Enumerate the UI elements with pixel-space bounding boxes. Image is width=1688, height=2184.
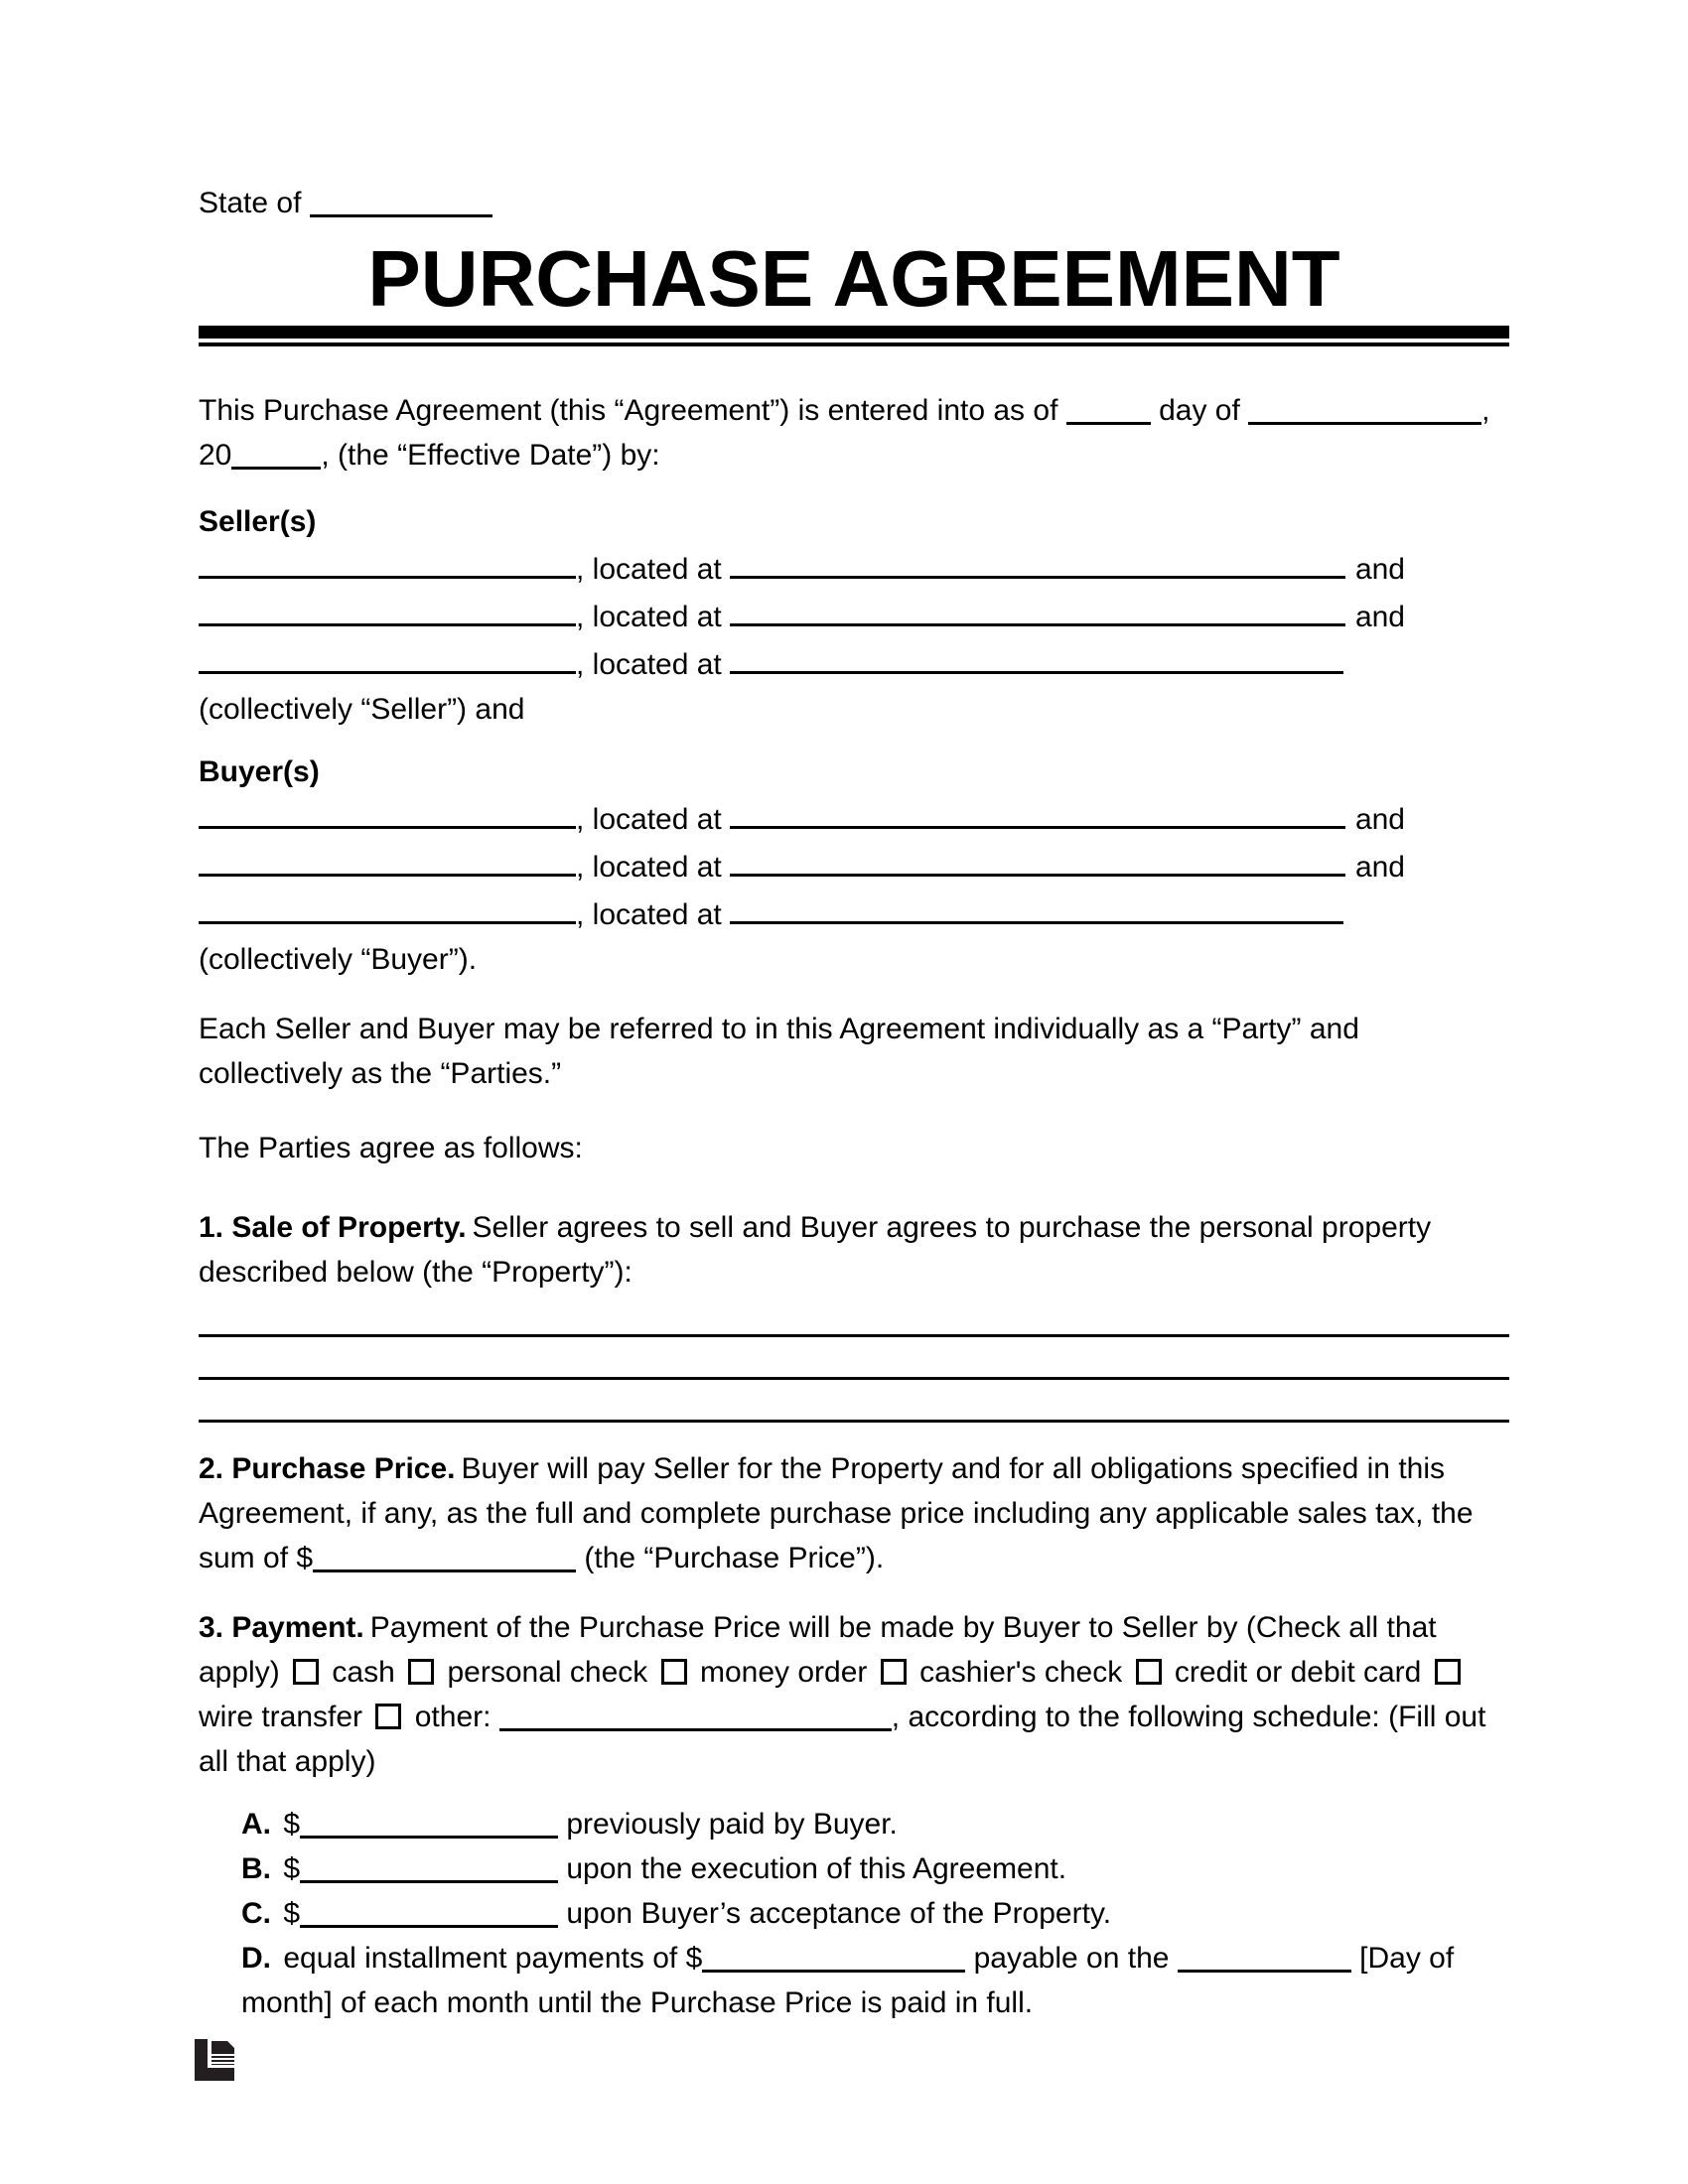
checkbox-cashiers-check[interactable] (881, 1659, 907, 1685)
installment-amount-blank[interactable] (702, 1938, 965, 1973)
located-at-label: , located at (576, 648, 722, 681)
item-letter: B. (241, 1852, 271, 1885)
collectively-seller-text: (collectively “Seller”) and (199, 693, 525, 726)
checkbox-money-order[interactable] (661, 1659, 687, 1685)
payment-option-label: cash (332, 1656, 395, 1689)
property-description-line[interactable] (199, 1380, 1509, 1423)
intro-paragraph (199, 388, 1509, 478)
located-at-label: , located at (576, 898, 722, 931)
payment-section-label: 3. Payment. (199, 1611, 364, 1644)
intro-text: This Purchase Agreement (this “Agreement”) is entered into as of (199, 394, 1058, 427)
item-letter: A. (241, 1808, 271, 1841)
amount-previously-paid-blank[interactable] (300, 1804, 558, 1839)
installment-day-blank[interactable] (1178, 1938, 1351, 1973)
schedule-item-text: [Day of month] of each month until the Purchase Price is paid in full. (241, 1942, 1455, 2019)
schedule-item-a (241, 1802, 1509, 1846)
intro-line-1 (199, 388, 1509, 433)
seller-address-blank[interactable] (730, 639, 1343, 674)
schedule-item-c (241, 1891, 1509, 1936)
intro-text: day of (1159, 394, 1240, 427)
buyer-name-blank[interactable] (199, 794, 576, 829)
buyer-row (199, 889, 1509, 937)
seller-name-blank[interactable] (199, 639, 576, 674)
price-section-body: Buyer will pay Seller for the Property and for all obligations specified in this Agreement, if any, as the full and complete purchase price including any applicable sales tax, the sum of (199, 1452, 1474, 1574)
seller-row (199, 544, 1509, 592)
buyer-name-blank[interactable] (199, 889, 576, 924)
seller-address-blank[interactable] (730, 544, 1345, 579)
schedule-item-b (241, 1846, 1509, 1891)
seller-heading: Seller(s) (199, 505, 317, 538)
buyer-heading: Buyer(s) (199, 755, 320, 788)
and-label: and (1354, 803, 1405, 836)
state-of-label: State of (199, 187, 302, 219)
payment-option-label: other: (414, 1701, 492, 1733)
parties-paragraph: Each Seller and Buyer may be referred to in this Agreement individually as a “Party” and collectively as the “Parties.” (199, 1013, 1359, 1090)
sale-section-body: Seller agrees to sell and Buyer agrees to purchase the personal property described below (the “Property”): (199, 1211, 1432, 1289)
schedule-item-text: upon the execution of this Agreement. (566, 1852, 1067, 1885)
schedule-item-text: upon Buyer’s acceptance of the Property. (566, 1897, 1112, 1930)
and-label: and (1354, 851, 1405, 884)
located-at-label: , located at (576, 803, 722, 836)
property-description-line[interactable] (199, 1337, 1509, 1380)
checkbox-cash[interactable] (293, 1659, 319, 1685)
buyer-address-blank[interactable] (730, 842, 1345, 877)
sale-of-property-section (199, 1205, 1509, 1295)
title-rule-divider (199, 326, 1509, 346)
amount-on-execution-blank[interactable] (300, 1848, 558, 1883)
day-number-blank[interactable] (1066, 390, 1151, 425)
dollar-sign: $ (283, 1852, 301, 1885)
schedule-item-text: payable on the (973, 1942, 1170, 1975)
dollar-sign: $ (685, 1942, 703, 1975)
seller-name-blank[interactable] (199, 592, 576, 626)
payment-option-label: credit or debit card (1174, 1656, 1422, 1689)
price-section-label: 2. Purchase Price. (199, 1452, 456, 1485)
seller-row (199, 592, 1509, 639)
item-letter: C. (241, 1897, 271, 1930)
located-at-label: , located at (576, 601, 722, 633)
payment-schedule-list (241, 1802, 1509, 2025)
buyer-name-blank[interactable] (199, 842, 576, 877)
payment-option-label: wire transfer (199, 1701, 363, 1733)
intro-text: 20 (199, 439, 232, 472)
sale-section-label: 1. Sale of Property. (199, 1211, 467, 1244)
payment-option-label: cashier's check (919, 1656, 1123, 1689)
located-at-label: , located at (576, 553, 722, 586)
checkbox-personal-check[interactable] (408, 1659, 434, 1685)
month-blank[interactable] (1248, 390, 1481, 425)
checkbox-other[interactable] (375, 1704, 401, 1729)
payment-section-suffix: , according to the following schedule: (Fill out all that apply) (199, 1701, 1486, 1778)
collectively-buyer-text: (collectively “Buyer”). (199, 943, 478, 976)
property-description-line[interactable] (199, 1295, 1509, 1337)
schedule-item-d (241, 1936, 1509, 2025)
payment-option-label: money order (699, 1656, 868, 1689)
schedule-item-text: previously paid by Buyer. (566, 1808, 898, 1841)
intro-text: , (the “Effective Date”) by: (321, 439, 660, 472)
and-label: and (1354, 601, 1405, 633)
buyer-address-blank[interactable] (730, 889, 1343, 924)
purchase-price-section (199, 1446, 1509, 1580)
state-blank[interactable] (310, 183, 492, 217)
dollar-sign: $ (283, 1897, 301, 1930)
seller-row (199, 639, 1509, 687)
seller-name-blank[interactable] (199, 544, 576, 579)
page-title: PURCHASE AGREEMENT (367, 234, 1340, 323)
payment-section-body: Payment of the Purchase Price will be made by Buyer to Seller by (Check all that apply) (199, 1611, 1437, 1689)
checkbox-credit-debit-card[interactable] (1136, 1659, 1162, 1685)
dollar-sign: $ (283, 1808, 301, 1841)
located-at-label: , located at (576, 851, 722, 884)
payment-option-label: personal check (447, 1656, 648, 1689)
other-payment-blank[interactable] (499, 1697, 892, 1731)
seller-address-blank[interactable] (730, 592, 1345, 626)
purchase-price-blank[interactable] (313, 1538, 576, 1572)
buyer-address-blank[interactable] (730, 794, 1345, 829)
payment-section (199, 1605, 1509, 1784)
intro-line-2 (199, 433, 1509, 478)
schedule-item-text: equal installment payments of (283, 1942, 678, 1975)
buyer-row (199, 842, 1509, 889)
agree-paragraph: The Parties agree as follows: (199, 1132, 583, 1164)
and-label: and (1354, 553, 1405, 586)
dollar-sign: $ (296, 1542, 314, 1574)
amount-on-acceptance-blank[interactable] (300, 1893, 558, 1928)
year-blank[interactable] (231, 435, 321, 470)
intro-text: , (1481, 394, 1490, 427)
checkbox-wire-transfer[interactable] (1435, 1659, 1461, 1685)
state-of-row (199, 181, 1509, 225)
item-letter: D. (241, 1942, 271, 1975)
price-section-suffix: (the “Purchase Price”). (584, 1542, 885, 1574)
buyer-row (199, 794, 1509, 842)
legal-templates-logo-icon (195, 2039, 238, 2083)
